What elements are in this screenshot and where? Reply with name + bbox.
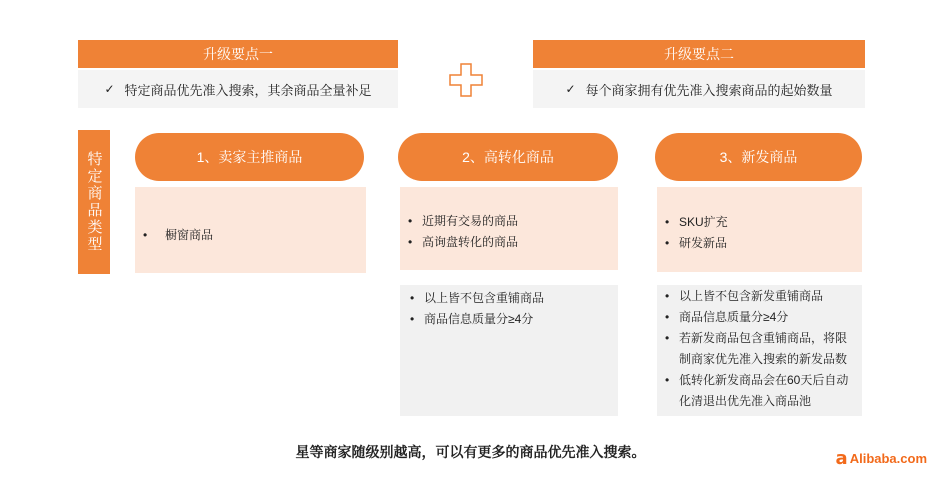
point1-header	[78, 40, 398, 68]
col1-pill	[135, 133, 364, 181]
plus-icon	[449, 63, 483, 102]
check-icon: ✓	[565, 82, 576, 96]
point1-desc: 特定商品优先准入搜索，其余商品全量补足	[124, 82, 372, 98]
list-item: • 以上皆不包含重铺商品	[410, 288, 544, 309]
point1-title: 升级要点一	[203, 46, 273, 62]
col1-items-box	[135, 187, 366, 273]
alibaba-logo	[836, 448, 927, 469]
list-item: • 商品信息质量分≥4分	[410, 309, 544, 330]
col1-title: 1、卖家主推商品	[196, 149, 303, 165]
point2-desc: 每个商家拥有优先准入搜索商品的起始数量	[585, 82, 833, 98]
list-item: • 以上皆不包含新发重铺商品	[665, 286, 855, 307]
col3-title: 3、新发商品	[719, 149, 798, 165]
logo-mark-icon: a	[835, 448, 848, 469]
side-label-text: 特定商品类型	[85, 151, 103, 253]
point2-title: 升级要点二	[664, 46, 734, 62]
list-item: • 商品信息质量分≥4分	[665, 307, 855, 328]
col3-notes-box	[657, 285, 862, 416]
col3-items-box	[657, 187, 862, 272]
list-item: • 橱窗商品	[143, 225, 213, 246]
check-icon: ✓	[104, 82, 115, 96]
footer-text: 星等商家随级别越高，可以有更多的商品优先准入搜索。	[295, 444, 646, 460]
col2-title: 2、高转化商品	[462, 149, 554, 165]
col2-notes-box	[400, 285, 618, 416]
list-item: • SKU扩充	[665, 212, 728, 233]
list-item: • 低转化新发商品会在60天后自动化清退出优先准入商品池	[665, 370, 855, 412]
side-label	[78, 130, 110, 274]
point1-desc-box	[78, 70, 398, 108]
list-item: • 研发新品	[665, 233, 728, 254]
col2-items-box	[400, 187, 618, 270]
list-item: • 若新发商品包含重铺商品，将限制商家优先准入搜索的新发品数	[665, 328, 855, 370]
logo-text: Alibaba.com	[849, 451, 927, 466]
list-item: • 近期有交易的商品	[408, 211, 518, 232]
col3-pill	[655, 133, 862, 181]
point2-header	[533, 40, 865, 68]
col2-pill	[398, 133, 618, 181]
point2-desc-box	[533, 70, 865, 108]
list-item: • 高询盘转化的商品	[408, 232, 518, 253]
